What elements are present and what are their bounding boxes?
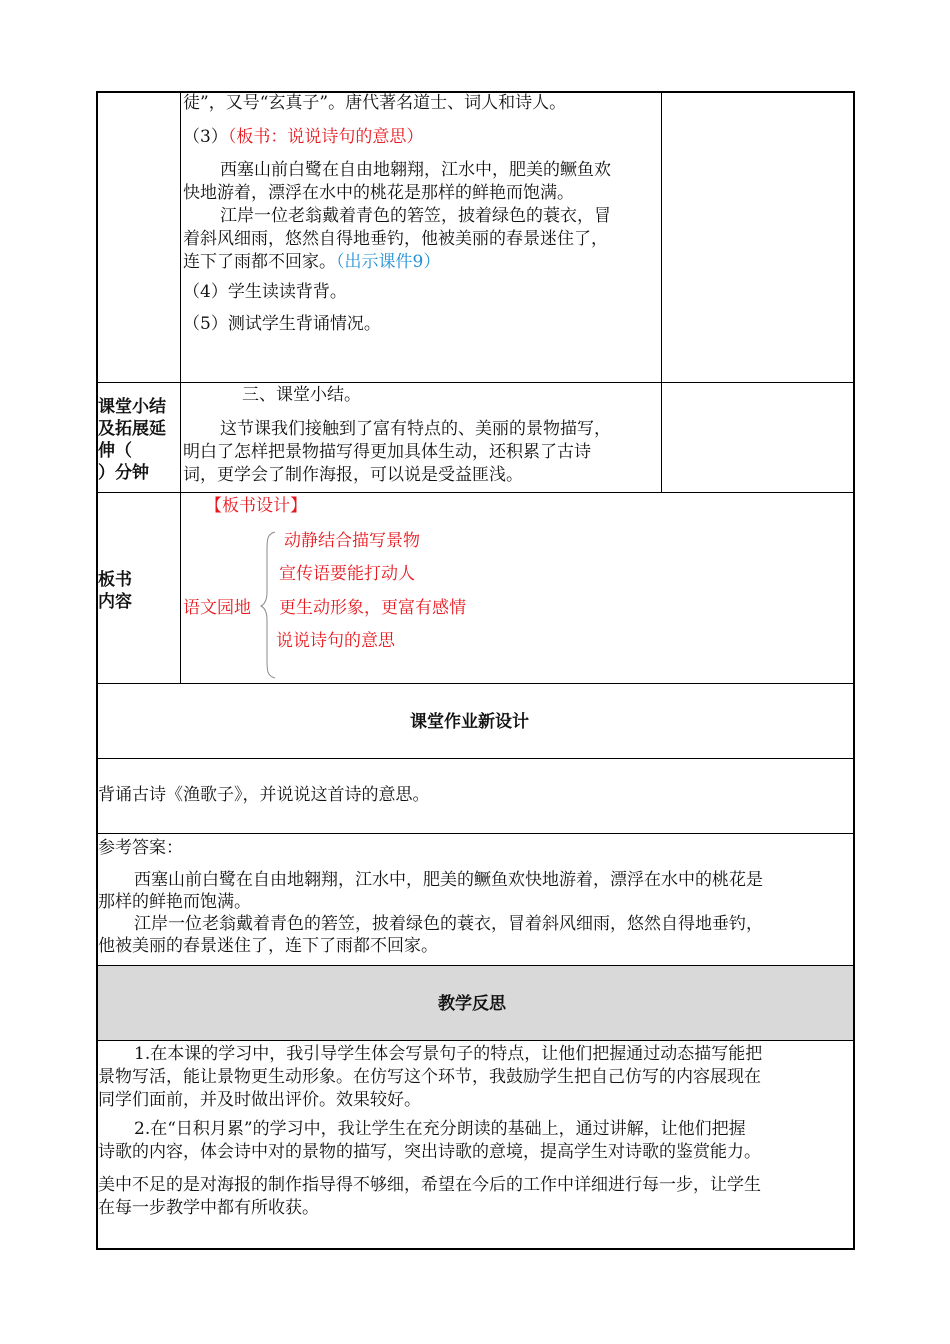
row-divider-2 [96, 492, 855, 493]
author-intro-line: 徒”，又号“玄真子”。唐代著名道士、词人和诗人。 [183, 93, 567, 113]
answer-p1-l2: 那样的鲜艳而饱满。 [98, 892, 251, 912]
board-design-title: 【板书设计】 [205, 496, 307, 516]
reflection-p1-l1: 1.在本课的学习中，我引导学生体会写景句子的特点，让他们把握通过动态描写能把 [134, 1044, 763, 1064]
col-divider-right [661, 91, 662, 493]
step-5: （5）测试学生背诵情况。 [183, 314, 381, 334]
row-divider-1 [96, 382, 855, 383]
reflection-p3-l2: 在每一步教学中都有所收获。 [98, 1198, 319, 1218]
col-divider-label [180, 91, 181, 683]
table-border-right [853, 91, 855, 1249]
homework-title: 课堂作业新设计 [410, 712, 529, 732]
answer-label: 参考答案： [98, 838, 183, 858]
step-3-number: （3） [183, 127, 228, 147]
summary-text-l2: 明白了怎样把景物描写得更加具体生动，还积累了古诗 [183, 442, 591, 462]
board-item-2: 宣传语要能打动人 [279, 564, 415, 584]
reflection-p1-l2: 景物写活，能让景物更生动形象。在仿写这个环节，我鼓励学生把自己仿写的内容展现在 [98, 1067, 761, 1087]
row-divider-7 [96, 1040, 855, 1041]
translation-p2-l1: 江岸一位老翁戴着青色的箬笠，披着绿色的蓑衣，冒 [220, 206, 611, 226]
reflection-p2-l1: 2.在“日积月累”的学习中，我让学生在充分朗读的基础上，通过讲解，让他们把握 [134, 1119, 746, 1139]
board-item-1: 动静结合描写景物 [284, 531, 420, 551]
step-3-heading [183, 126, 423, 148]
board-item-4: 说说诗句的意思 [276, 631, 395, 651]
homework-task: 背诵古诗《渔歌子》，并说说这首诗的意思。 [98, 785, 430, 805]
answer-p1-l1: 西塞山前白鹭在自由地翱翔，江水中，肥美的鳜鱼欢快地游着，漂浮在水中的桃花是 [134, 870, 763, 890]
answer-p2-l2: 他被美丽的春景迷住了，连下了雨都不回家。 [98, 936, 438, 956]
summary-label-l3: 伸（ [98, 441, 132, 461]
courseware-note: （出示课件9） [336, 252, 441, 272]
summary-label-l4: ）分钟 [98, 463, 149, 483]
curly-brace [259, 530, 279, 680]
row-divider-3 [96, 683, 855, 684]
row-divider-5 [96, 833, 855, 834]
reflection-p2-l2: 诗歌的内容，体会诗中对的景物的描写，突出诗歌的意境，提高学生对诗歌的鉴赏能力。 [98, 1142, 761, 1162]
translation-p2-l2: 着斜风细雨，悠然自得地垂钓，他被美丽的春景迷住了， [183, 229, 608, 249]
board-label-l2: 内容 [98, 592, 132, 612]
answer-p2-l1: 江岸一位老翁戴着青色的箬笠，披着绿色的蓑衣，冒着斜风细雨，悠然自得地垂钓， [134, 914, 763, 934]
translation-p1-l2: 快地游着，漂浮在水中的桃花是那样的鲜艳而饱满。 [183, 183, 574, 203]
reflection-p1-l3: 同学们面前，并及时做出评价。效果较好。 [98, 1090, 421, 1110]
row-divider-6 [96, 965, 855, 966]
summary-label-l2: 及拓展延 [98, 419, 166, 439]
step-4: （4）学生读读背背。 [183, 282, 347, 302]
summary-text-l3: 词，更学会了制作海报，可以说是受益匪浅。 [183, 465, 523, 485]
translation-p2-l3-text: 连下了雨都不回家。 [183, 252, 336, 272]
reflection-title: 教学反思 [438, 994, 506, 1014]
board-root-topic: 语文园地 [183, 598, 251, 618]
row-divider-4 [96, 758, 855, 759]
board-item-3: 更生动形象，更富有感情 [279, 598, 466, 618]
translation-p1-l1: 西塞山前白鹭在自由地翱翔，江水中，肥美的鳜鱼欢 [220, 160, 611, 180]
reflection-p3-l1: 美中不足的是对海报的制作指导得不够细，希望在今后的工作中详细进行每一步，让学生 [98, 1175, 761, 1195]
summary-label-l1: 课堂小结 [98, 397, 166, 417]
table-border-bottom [96, 1248, 855, 1250]
board-label-l1: 板书 [98, 570, 132, 590]
translation-p2-l3 [183, 251, 440, 273]
board-note-meaning: （板书：说说诗句的意思） [227, 127, 424, 147]
summary-text-l1: 这节课我们接触到了富有特点的、美丽的景物描写， [220, 419, 611, 439]
summary-heading: 三、课堂小结。 [242, 385, 361, 405]
